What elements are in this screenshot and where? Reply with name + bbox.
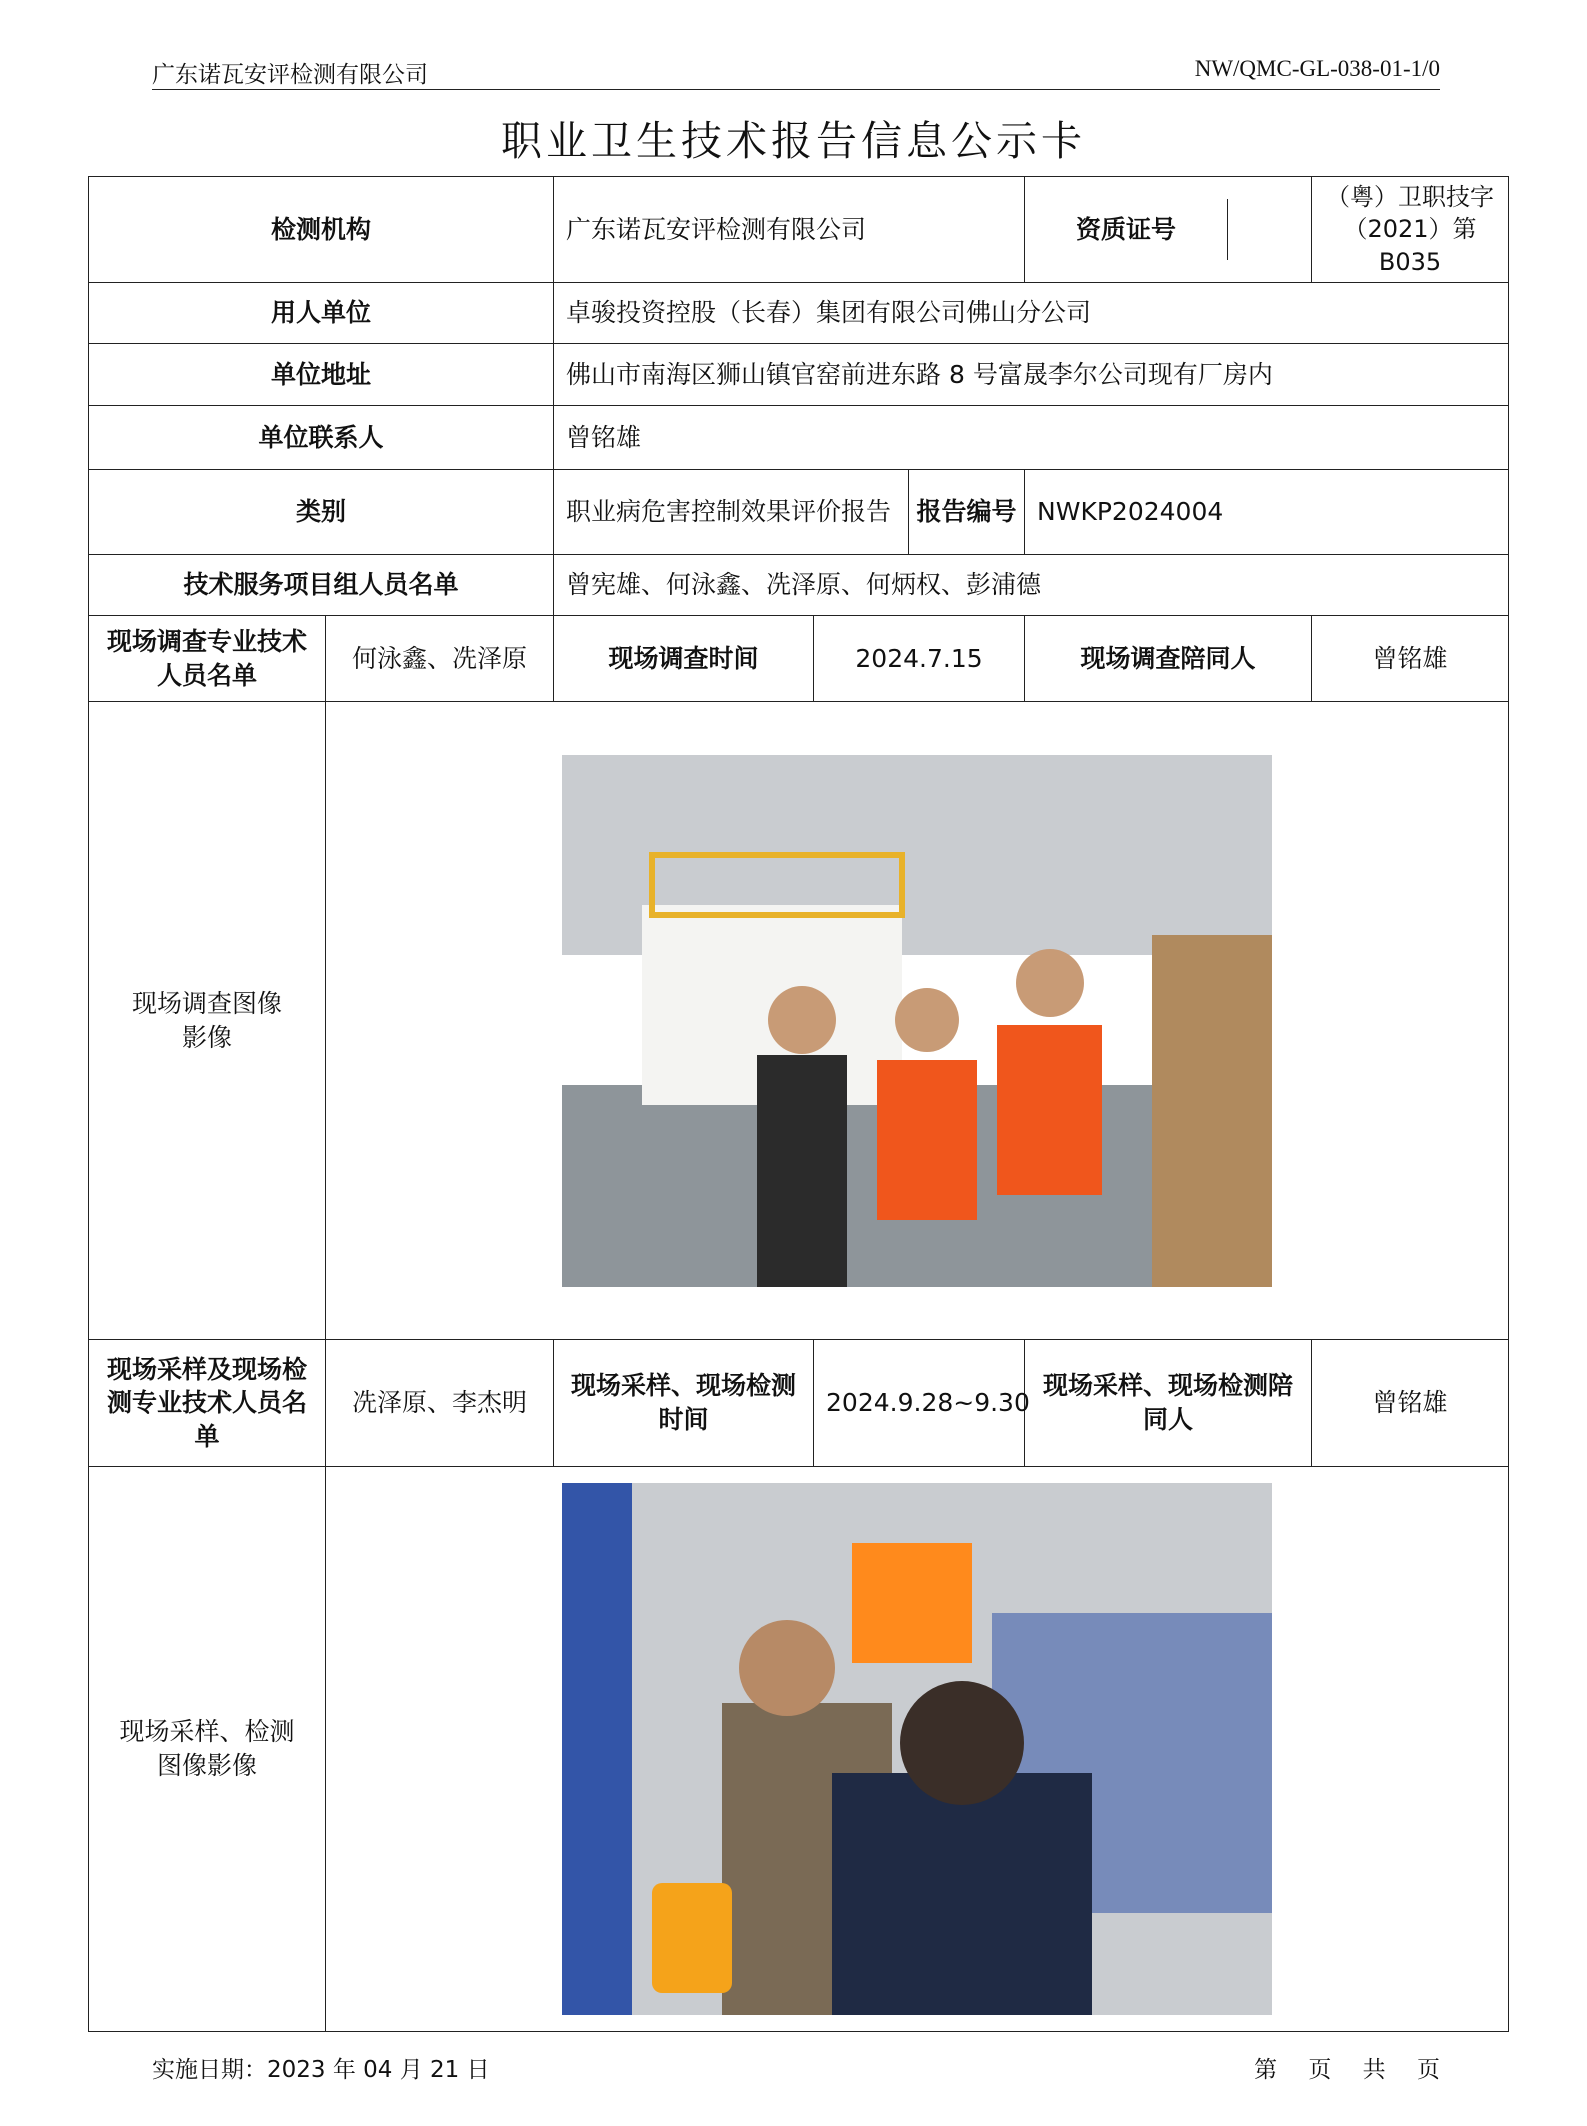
report-no-value: NWKP2024004 (1025, 470, 1509, 555)
category-value: 职业病危害控制效果评价报告 (554, 470, 909, 554)
cert-label-cell (1025, 177, 1312, 283)
survey-photo-label: 现场调查图像影像 (89, 702, 326, 1340)
sampling-photo-label: 现场采样、检测图像影像 (89, 1467, 326, 2032)
header-company: 广东诺瓦安评检测有限公司 (152, 62, 428, 88)
survey-photo-cell (326, 702, 1509, 1340)
contact-value: 曾铭雄 (554, 406, 1509, 470)
org-label: 检测机构 (89, 177, 554, 283)
address-value: 佛山市南海区狮山镇官窑前进东路 8 号富晟李尔公司现有厂房内 (554, 344, 1509, 406)
sampling-photo-cell (326, 1467, 1509, 2032)
sampling-staff-label: 现场采样及现场检测专业技术人员名单 (89, 1340, 326, 1467)
photo-worker-head (739, 1620, 835, 1716)
survey-time-label: 现场调查时间 (554, 616, 814, 702)
row-category (89, 470, 1509, 555)
contact-label: 单位联系人 (89, 406, 554, 470)
cert-label: 资质证号 (1025, 199, 1228, 261)
photo-head-3 (1016, 949, 1084, 1017)
photo-boxes (1152, 935, 1272, 1287)
footer-impl-date: 实施日期：2023 年 04 月 21 日 (152, 2057, 490, 2083)
row-contact (89, 406, 1509, 470)
survey-escort-value: 曾铭雄 (1312, 616, 1509, 702)
footer-page-number: 第 页 共 页 (1254, 2057, 1440, 2083)
sampling-escort-label: 现场采样、现场检测陪同人 (1025, 1340, 1312, 1467)
category-label: 类别 (89, 470, 554, 555)
photo-furnace (852, 1543, 972, 1663)
sampling-escort-value: 曾铭雄 (1312, 1340, 1509, 1467)
photo-inspector-body (832, 1773, 1092, 2015)
photo-head-2 (895, 988, 959, 1052)
report-no-label: 报告编号 (916, 497, 1017, 527)
sampling-time-label: 现场采样、现场检测时间 (554, 1340, 814, 1467)
survey-photo (562, 755, 1272, 1287)
row-survey-photo (89, 702, 1509, 1340)
info-card-table (88, 176, 1509, 2032)
row-survey (89, 616, 1509, 702)
cert-value: （粤）卫职技字（2021）第 B035 (1312, 177, 1509, 283)
photo-inspector-head (900, 1681, 1024, 1805)
address-label: 单位地址 (89, 344, 554, 406)
row-sampling (89, 1340, 1509, 1467)
survey-time-value: 2024.7.15 (814, 616, 1025, 702)
row-team (89, 555, 1509, 616)
photo-person-1 (757, 1055, 847, 1287)
photo-person-2 (877, 1060, 977, 1220)
page-title: 职业卫生技术报告信息公示卡 (501, 117, 1086, 165)
photo-person-3 (997, 1025, 1102, 1195)
row-org (89, 177, 1509, 283)
photo-door (562, 1483, 632, 2015)
survey-staff-label: 现场调查专业技术人员名单 (89, 616, 326, 702)
org-value: 广东诺瓦安评检测有限公司 (554, 177, 1025, 283)
row-sampling-photo (89, 1467, 1509, 2032)
survey-staff-value: 何泳鑫、冼泽原 (326, 616, 554, 702)
row-address (89, 344, 1509, 406)
survey-escort-label: 现场调查陪同人 (1025, 616, 1312, 702)
team-label: 技术服务项目组人员名单 (89, 555, 554, 616)
sampling-time-value: 2024.9.28~9.30 (814, 1340, 1025, 1467)
header-rule (152, 89, 1440, 90)
sampling-staff-value: 冼泽原、李杰明 (326, 1340, 554, 1467)
employer-label: 用人单位 (89, 283, 554, 344)
header-doc-code: NW/QMC-GL-038-01-1/0 (1194, 56, 1440, 81)
team-value: 曾宪雄、何泳鑫、冼泽原、何炳权、彭浦德 (554, 555, 1509, 616)
sampling-photo (562, 1483, 1272, 2015)
photo-gas-detector (652, 1883, 732, 1993)
employer-value: 卓骏投资控股（长春）集团有限公司佛山分公司 (554, 283, 1509, 344)
photo-head-1 (768, 986, 836, 1054)
row-employer (89, 283, 1509, 344)
